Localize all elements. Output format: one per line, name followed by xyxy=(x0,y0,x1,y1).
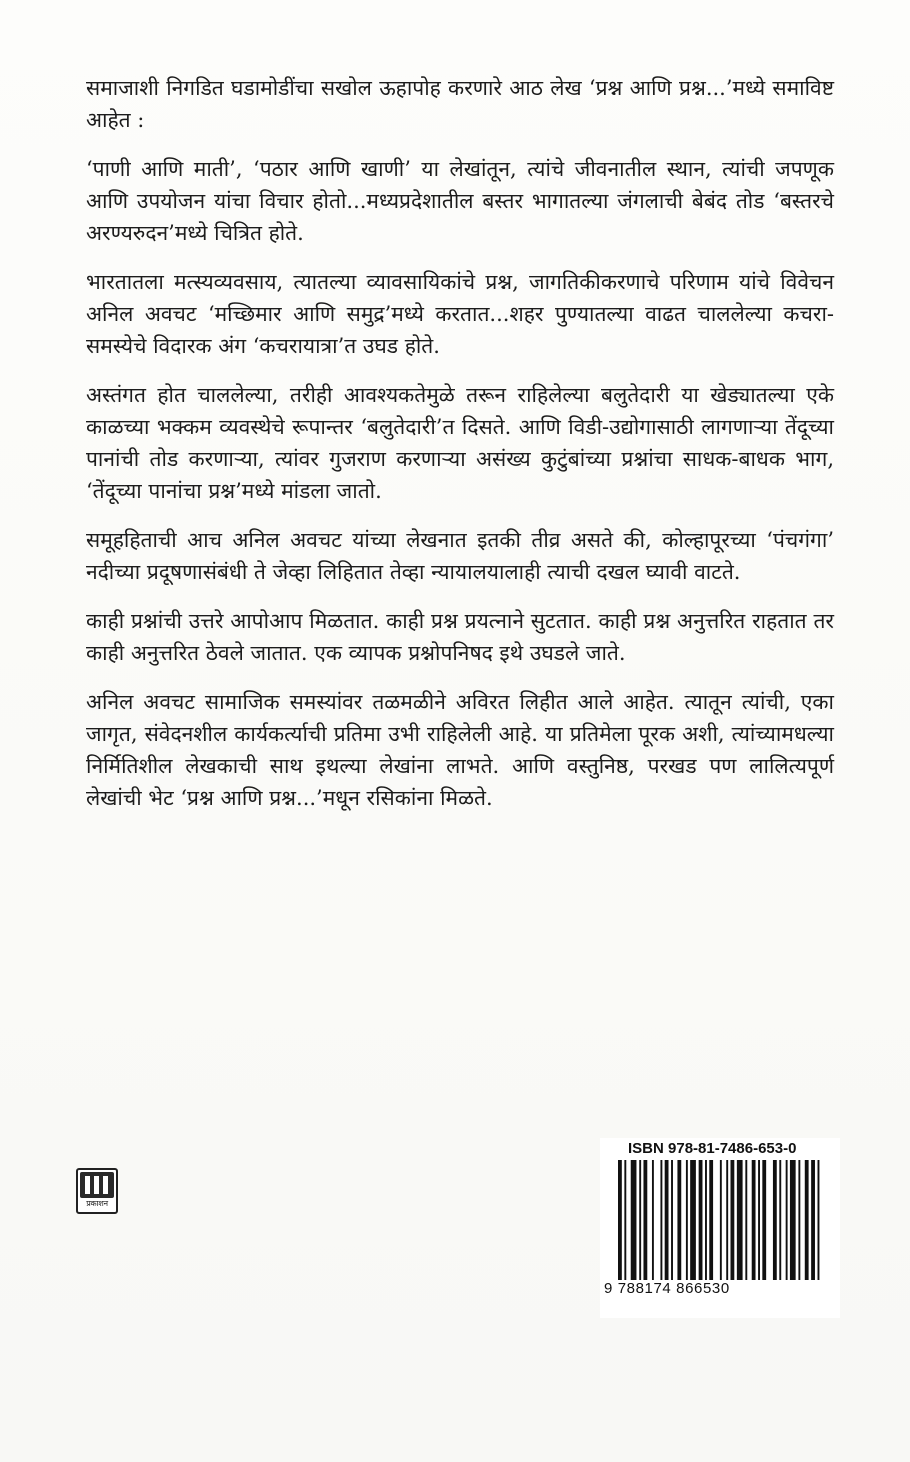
barcode-digits: 9 788174 866530 xyxy=(604,1280,730,1297)
isbn-label: ISBN 978-81-7486-653-0 xyxy=(628,1140,797,1157)
blurb-paragraph-4: अस्तंगत होत चाललेल्या, तरीही आवश्यकतेमुळे तरून राहिलेल्या बलुतेदारी या खेड्यातल्या एके काळच्या भक्कम व्यवस्थेचे रूपान्तर ‘बलुतेदारी’त दिसते. आणि विडी-उद्योगासाठी लागणाऱ्या तेंदूच्या पानांची तोड करणाऱ्या, त्यांवर गुजराण करणाऱ्या असंख्य कुटुंबांच्या प्रश्नांचा साधक-बाधक भाग, ‘तेंदूच्या पानांचा प्रश्न’मध्ये मांडला जातो. xyxy=(86,383,834,503)
blurb-paragraph-2: ‘पाणी आणि माती’, ‘पठार आणि खाणी’ या लेखांतून, त्यांचे जीवनातील स्थान, त्यांची जपणूक आणि उपयोजन यांचा विचार होतो...मध्यप्रदेशातील बस्तर भागातल्या जंगलाची बेबंद तोड ‘बस्तरचे अरण्यरुदन’मध्ये चित्रित होते. xyxy=(86,157,834,245)
blurb-text xyxy=(86,72,834,831)
isbn-barcode-block xyxy=(600,1138,840,1318)
blurb-paragraph-1: समाजाशी निगडित घडामोडींचा सखोल ऊहापोह करणारे आठ लेख ‘प्रश्न आणि प्रश्न...’मध्ये समाविष्ट आहेत : xyxy=(86,76,834,132)
blurb-paragraph-5: समूहहिताची आच अनिल अवचट यांच्या लेखनात इतकी तीव्र असते की, कोल्हापूरच्या ‘पंचगंगा’ नदीच्या प्रदूषणासंबंधी ते जेव्हा लिहितात तेव्हा न्यायालयालाही त्याची दखल घ्यावी वाटते. xyxy=(86,528,834,584)
blurb-paragraph-7: अनिल अवचट सामाजिक समस्यांवर तळमळीने अविरत लिहीत आले आहेत. त्यातून त्यांची, एका जागृत, संवेदनशील कार्यकर्त्याची प्रतिमा उभी राहिलेली आहे. या प्रतिमेला पूरक अशी, त्यांच्यामधल्या निर्मितिशील लेखकाची साथ इथल्या लेखांना लाभते. आणि वस्तुनिष्ठ, परखड पण लालित्यपूर्ण लेखांची भेट ‘प्रश्न आणि प्रश्न...’मधून रसिकांना मिळते. xyxy=(86,690,834,810)
blurb-paragraph-3: भारतातला मत्स्यव्यवसाय, त्यातल्या व्यावसायिकांचे प्रश्न, जागतिकीकरणाचे परिणाम यांचे विवेचन अनिल अवचट ‘मच्छिमार आणि समुद्र’मध्ये करतात...शहर पुण्यातल्या वाढत चाललेल्या कचरा-समस्येचे विदारक अंग ‘कचरायात्रा’त उघड होते. xyxy=(86,270,835,358)
barcode-icon xyxy=(618,1160,826,1280)
logo-mark xyxy=(80,1172,114,1198)
blurb-paragraph-6: काही प्रश्नांची उत्तरे आपोआप मिळतात. काही प्रश्न प्रयत्नाने सुटतात. काही प्रश्न अनुत्तरित राहतात तर काही अनुत्तरित ठेवले जातात. एक व्यापक प्रश्नोपनिषद इथे उघडले जाते. xyxy=(86,609,834,665)
publisher-logo-icon xyxy=(76,1168,118,1214)
logo-text: प्रकाशन xyxy=(86,1199,108,1208)
